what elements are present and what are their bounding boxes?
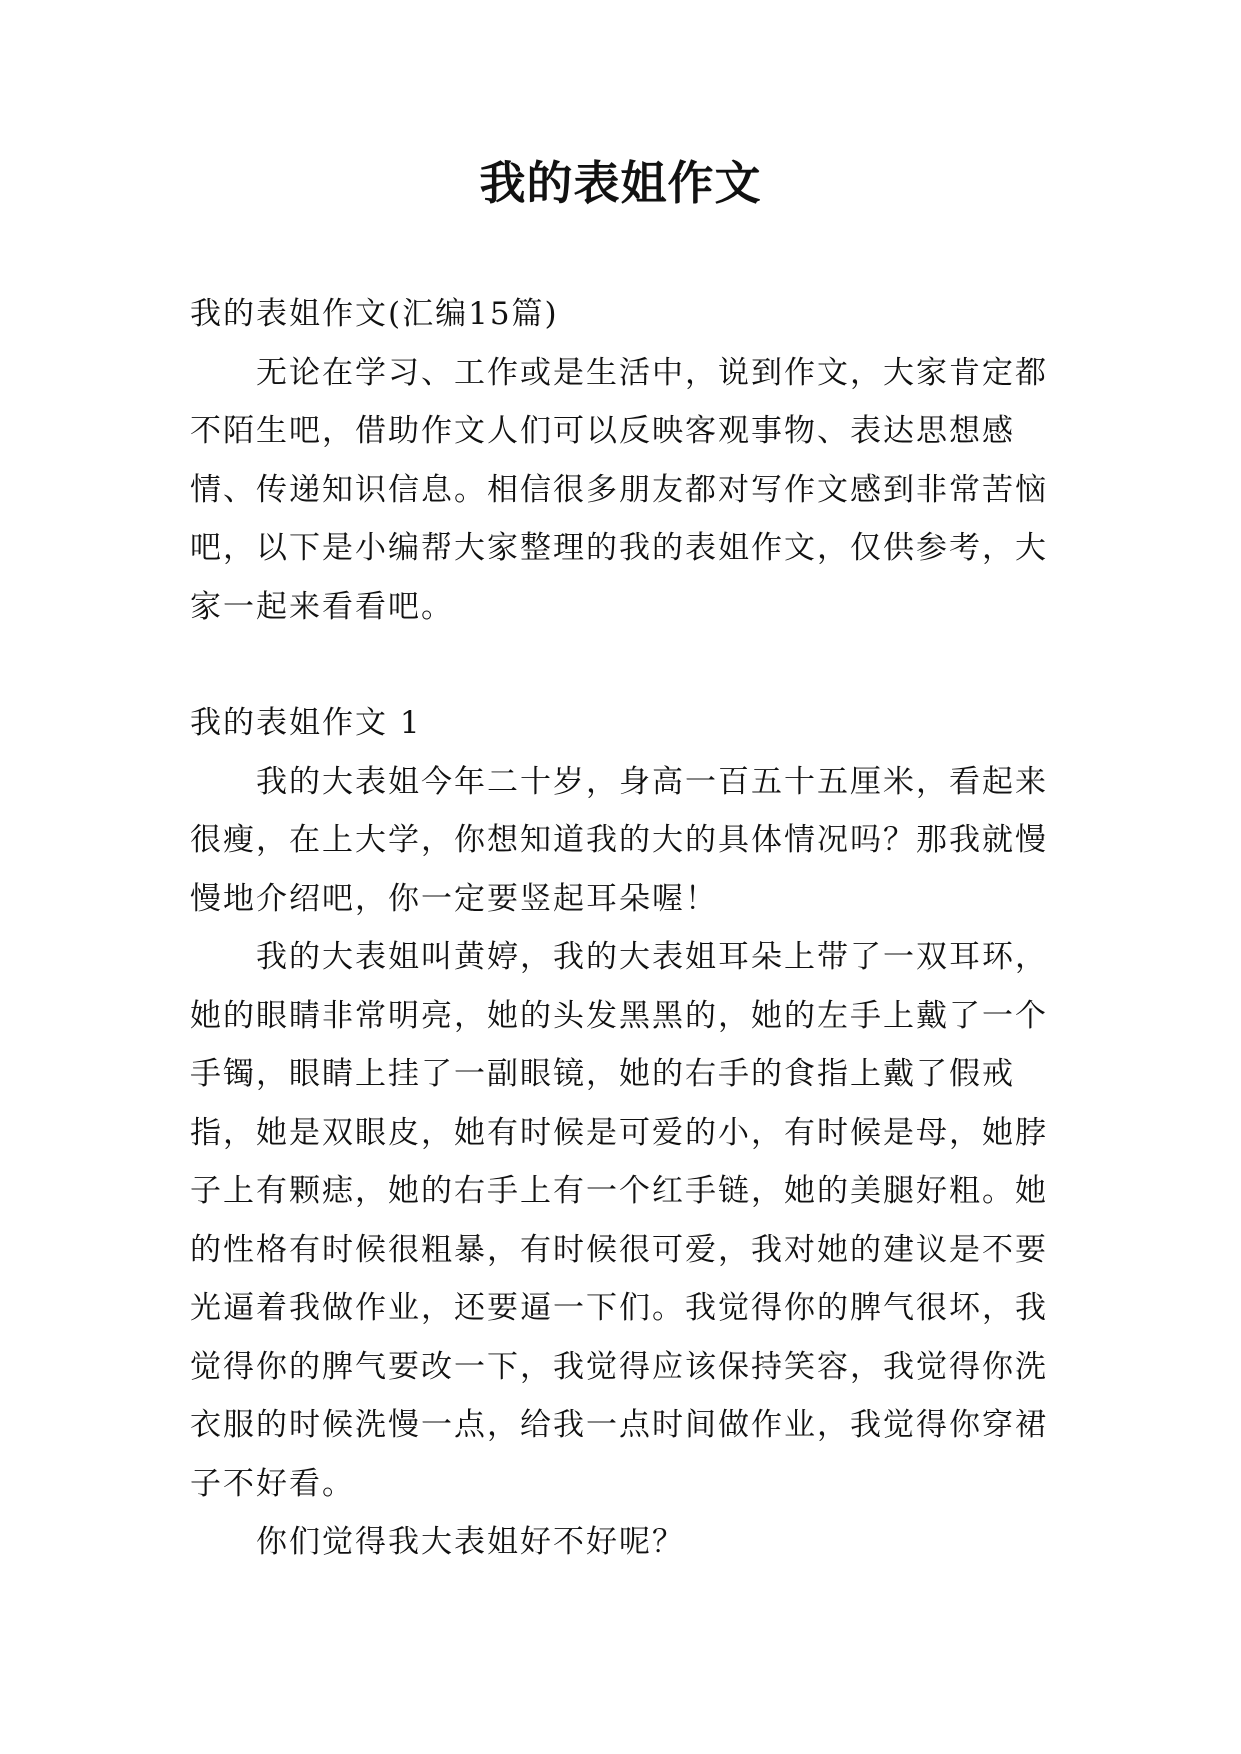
document-title: 我的表姐作文 (479, 156, 762, 210)
section-1-heading: 我的表姐作文 1 (190, 705, 422, 741)
section-1-paragraph-1: 我的大表姐今年二十岁，身高一百五十五厘米，看起来很瘦，在上大学，你想知道我的大的具体情况吗？那我就慢慢地介绍吧，你一定要竖起耳朵喔！ (190, 763, 1048, 917)
intro-paragraph: 无论在学习、工作或是生活中，说到作文，大家肯定都不陌生吧，借助作文人们可以反映客观事物、表达思想感情、传递知识信息。相信很多朋友都对写作文感到非常苦恼吧，以下是小编帮大家整理的我的表姐作文，仅供参考，大家一起来看看吧。 (190, 354, 1048, 625)
section-spacer (190, 636, 1070, 694)
document-subtitle: 我的表姐作文(汇编15篇) (190, 296, 559, 332)
section-1-paragraph-2: 我的大表姐叫黄婷，我的大表姐耳朵上带了一双耳环，她的眼睛非常明亮，她的头发黑黑的，她的左手上戴了一个手镯，眼睛上挂了一副眼镜，她的右手的食指上戴了假戒指，她是双眼皮，她有时候是可爱的小，有时候是母，她脖子上有颗痣，她的右手上有一个红手链，她的美腿好粗。她的性格有时候很粗暴，有时候很可爱，我对她的建议是不要光逼着我做作业，还要逼一下们。我觉得你的脾气很坏，我觉得你的脾气要改一下，我觉得应该保持笑容，我觉得你洗衣服的时候洗慢一点，给我一点时间做作业，我觉得你穿裙子不好看。 (190, 939, 1048, 1502)
document-body (190, 285, 1070, 1572)
section-1-paragraph-3: 你们觉得我大表姐好不好呢？ (256, 1524, 685, 1560)
